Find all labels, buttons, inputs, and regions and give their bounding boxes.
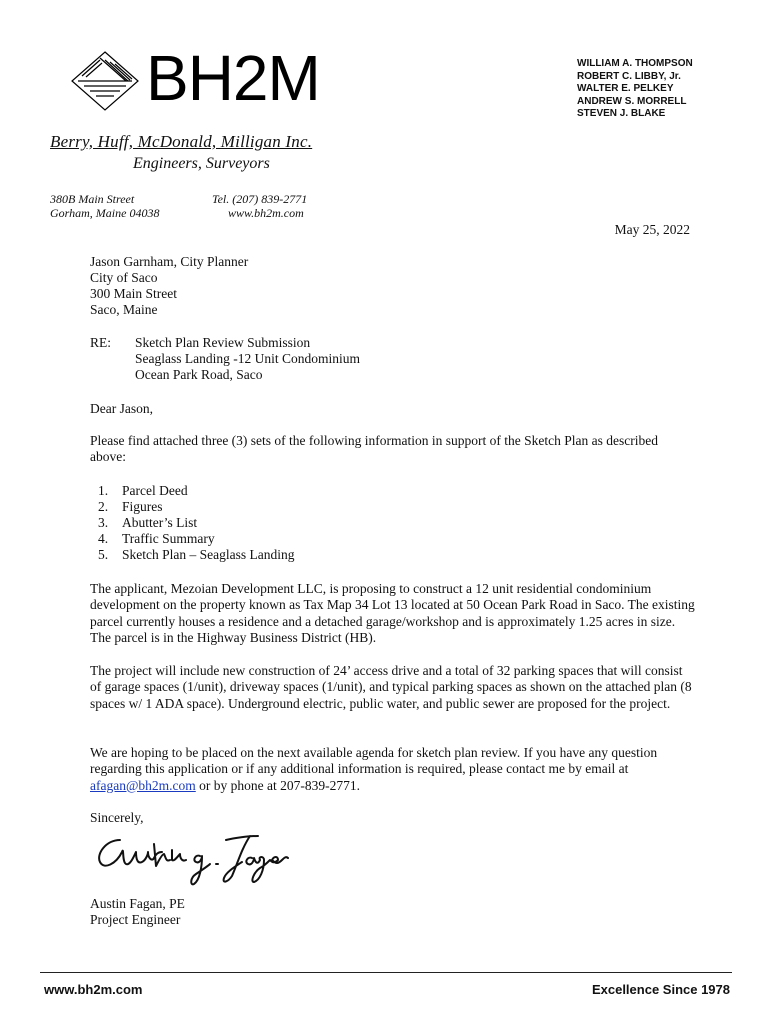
list-item <box>98 515 294 531</box>
subject-line: Sketch Plan Review Submission <box>135 335 311 350</box>
partners-list <box>577 58 693 121</box>
list-number: 5. <box>98 547 109 562</box>
list-number: 4. <box>98 531 109 546</box>
list-text: Sketch Plan – Seaglass Landing <box>122 547 295 562</box>
list-item <box>98 499 294 515</box>
list-number: 1. <box>98 483 109 498</box>
contact-text-after: or by phone at 207-839-2771. <box>195 777 361 793</box>
firm-logo-icon <box>70 50 140 112</box>
project-description-paragraph: The applicant, Mezoian Development LLC, is proposing to construct a 12 unit residential condominium development on the property known as Tax Map 34 Lot 13 located at 50 Ocean Park Road in Saco. The existing parcel currently houses a residence and a detached garage/workshop and is approximately 1.25 acres in size. The parcel is in the Highway Business District (HB). <box>90 581 695 645</box>
firm-tagline: Engineers, Surveyors <box>133 155 270 172</box>
logo-wordmark: BH2M <box>146 42 320 114</box>
partner-name: WILLIAM A. THOMPSON <box>577 58 693 69</box>
recipient-line: City of Saco <box>90 270 158 285</box>
partner-name: STEVEN J. BLAKE <box>577 108 666 119</box>
address-line-1: 380B Main Street <box>50 192 135 206</box>
list-text: Parcel Deed <box>122 483 188 498</box>
footer-website: www.bh2m.com <box>44 982 143 997</box>
partner-name: ANDREW S. MORRELL <box>577 95 687 107</box>
firm-phone: Tel. (207) 839-2771 <box>212 192 308 206</box>
signer-title: Project Engineer <box>90 912 181 927</box>
list-item <box>98 531 294 547</box>
recipient-line: 300 Main Street <box>90 286 177 301</box>
contact-text-before: We are hoping to be placed on the next available agenda for sketch plan review. If you have any question regarding this application or if any additional information is required, please contact me by email at <box>90 745 658 777</box>
footer-slogan: Excellence Since 1978 <box>591 982 730 997</box>
subject-block <box>135 335 360 383</box>
firm-name: Berry, Huff, McDonald, Milligan Inc. <box>50 132 313 151</box>
partner-name: ROBERT C. LIBBY, Jr. <box>577 70 681 82</box>
recipient-line: Jason Garnham, City Planner <box>90 254 249 269</box>
attachment-list <box>98 483 294 563</box>
email-link[interactable]: afagan@bh2m.com <box>90 777 196 793</box>
signer-name: Austin Fagan, PE <box>90 896 185 911</box>
list-text: Figures <box>122 499 163 514</box>
list-text: Traffic Summary <box>122 531 215 546</box>
intro-paragraph: Please find attached three (3) sets of the following information in support of the Sketch Plan as described above: <box>90 433 658 465</box>
list-item <box>98 547 294 563</box>
letter-date: May 25, 2022 <box>614 222 690 237</box>
subject-line: Ocean Park Road, Saco <box>135 367 263 382</box>
subject-line: Seaglass Landing -12 Unit Condominium <box>135 351 360 366</box>
contact-paragraph <box>90 745 695 794</box>
footer-divider <box>40 972 732 973</box>
closing: Sincerely, <box>90 810 144 825</box>
partner-name: WALTER E. PELKEY <box>577 83 674 94</box>
recipient-block <box>90 254 248 318</box>
recipient-line: Saco, Maine <box>90 302 158 317</box>
list-text: Abutter’s List <box>122 515 198 530</box>
firm-website: www.bh2m.com <box>228 206 304 220</box>
re-label: RE: <box>90 335 112 350</box>
signature-image <box>92 826 292 890</box>
list-item <box>98 483 294 499</box>
list-number: 2. <box>98 499 109 514</box>
address-line-2: Gorham, Maine 04038 <box>50 206 160 220</box>
signer-block <box>90 896 185 928</box>
salutation: Dear Jason, <box>90 401 153 416</box>
scope-paragraph: The project will include new construction of 24’ access drive and a total of 32 parking spaces that will consist of garage spaces (1/unit), driveway spaces (1/unit), and typical parking spaces as shown on the attached plan (8 spaces w/ 1 ADA space). Underground electric, public water, and public sewer are proposed for the project. <box>90 663 692 711</box>
list-number: 3. <box>98 515 109 530</box>
